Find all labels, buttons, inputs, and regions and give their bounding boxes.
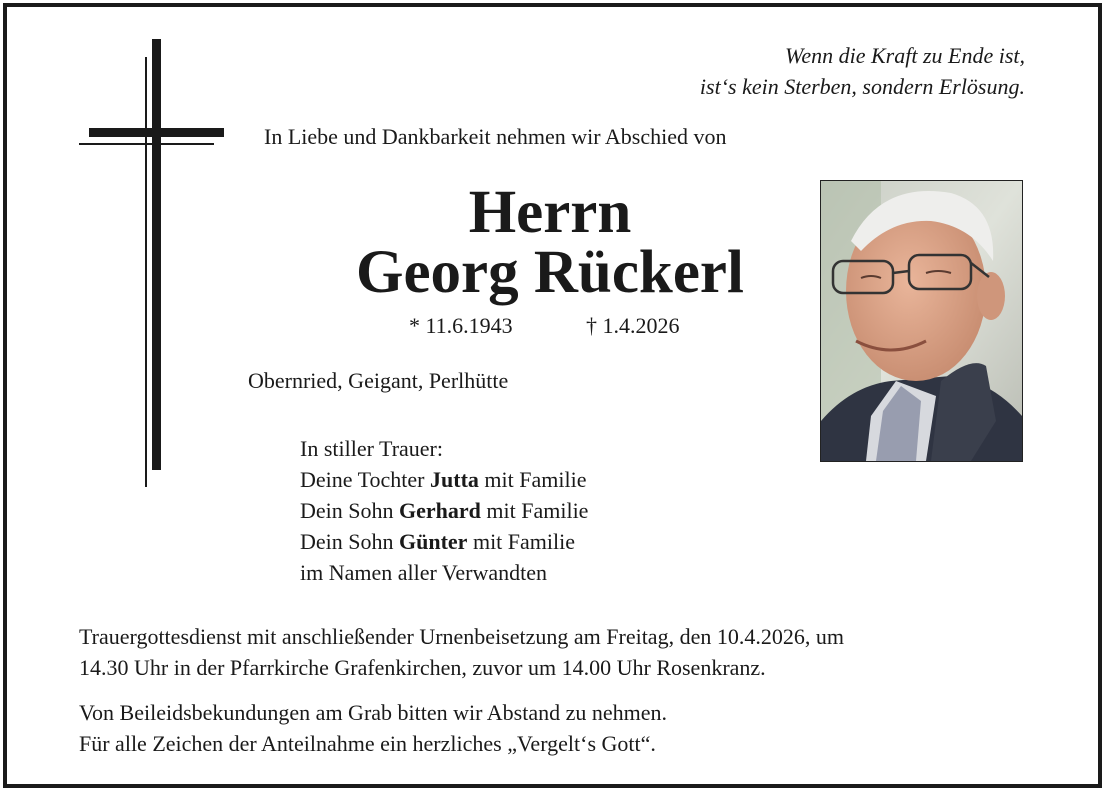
motto-line-2: ist‘s kein Sterben, sondern Erlösung.	[699, 74, 1025, 99]
mourners-list	[300, 433, 588, 588]
intro-text: In Liebe und Dankbarkeit nehmen wir Abschied von	[264, 124, 727, 149]
mourner-name: Günter	[399, 529, 468, 554]
service-line-1: Trauergottesdienst mit anschließender Urnenbeisetzung am Freitag, den 10.4.2026, um	[79, 624, 844, 649]
mourners-footer: im Namen aller Verwandten	[300, 560, 548, 585]
service-line-2: 14.30 Uhr in der Pfarrkirche Grafenkirchen, zuvor um 14.00 Uhr Rosenkranz.	[79, 655, 766, 680]
portrait-photo	[820, 180, 1023, 462]
places-of-residence: Obernried, Geigant, Perlhütte	[248, 368, 509, 393]
closing-line-2: Für alle Zeichen der Anteilnahme ein herzliches „Vergelt‘s Gott“.	[79, 731, 656, 756]
mourner-name: Gerhard	[399, 498, 481, 523]
closing-text	[79, 697, 667, 759]
mourners-heading: In stiller Trauer:	[300, 436, 443, 461]
death-date: † 1.4.2026	[586, 313, 680, 338]
closing-line-1: Von Beileidsbekundungen am Grab bitten wir Abstand zu nehmen.	[79, 700, 667, 725]
mourner-name: Jutta	[430, 467, 479, 492]
mourner-row: Dein Sohn Günter mit Familie	[300, 529, 576, 554]
honorific: Herrn	[468, 179, 632, 246]
service-details	[79, 621, 1039, 683]
mourner-row: Deine Tochter Jutta mit Familie	[300, 467, 587, 492]
birth-date: * 11.6.1943	[409, 313, 513, 338]
motto-quote	[700, 40, 1025, 102]
deceased-name: Georg Rückerl	[356, 239, 744, 306]
motto-line-1: Wenn die Kraft zu Ende ist,	[785, 43, 1025, 68]
mourner-row: Dein Sohn Gerhard mit Familie	[300, 498, 589, 523]
